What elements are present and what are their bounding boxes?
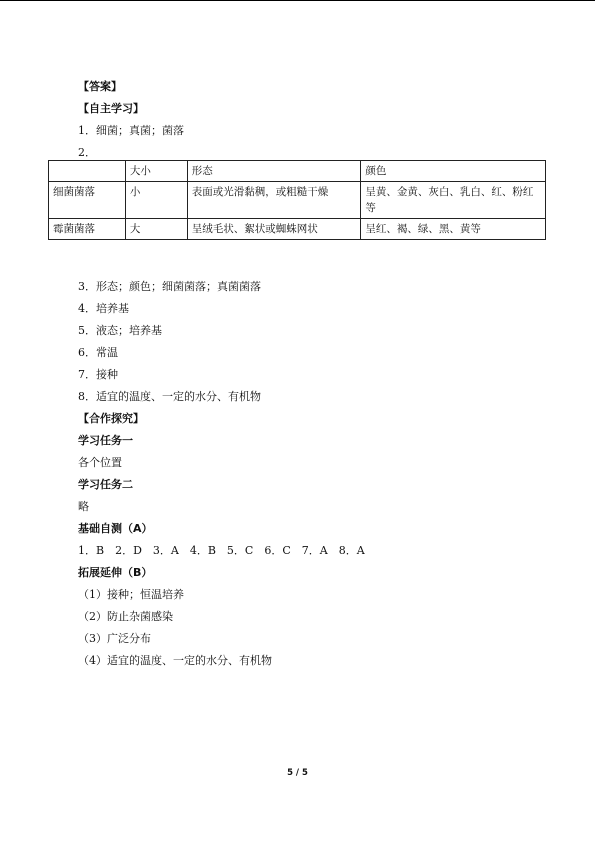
table-cell: 细菌菌落 bbox=[49, 182, 126, 219]
table-cell: 大 bbox=[125, 219, 187, 240]
answer-item-5: 5．液态；培养基 bbox=[78, 324, 162, 337]
self-study-heading: 【自主学习】 bbox=[78, 102, 144, 115]
task2-answer: 略 bbox=[78, 500, 89, 513]
page-number: 5 / 5 bbox=[287, 768, 308, 778]
basic-test-answers: 1．B 2．D 3．A 4．B 5．C 6．C 7．A 8．A bbox=[78, 544, 365, 557]
cooperate-heading: 【合作探究】 bbox=[78, 412, 144, 425]
table-cell: 呈黄、金黄、灰白、乳白、红、粉红等 bbox=[361, 182, 546, 219]
extension-title: 拓展延伸（B） bbox=[78, 566, 153, 579]
task1-title: 学习任务一 bbox=[78, 434, 133, 447]
table-header-cell: 大小 bbox=[125, 161, 187, 182]
table-header-cell: 颜色 bbox=[361, 161, 546, 182]
table-cell: 小 bbox=[125, 182, 187, 219]
extension-answer-1: （1）接种；恒温培养 bbox=[78, 588, 184, 601]
table-row bbox=[49, 182, 546, 219]
table-header-cell bbox=[49, 161, 126, 182]
table-header-row bbox=[49, 161, 546, 182]
task2-title: 学习任务二 bbox=[78, 478, 133, 491]
table-cell: 霉菌菌落 bbox=[49, 219, 126, 240]
table-cell: 呈绒毛状、絮状或蜘蛛网状 bbox=[187, 219, 361, 240]
answer-item-1: 1．细菌；真菌；菌落 bbox=[78, 124, 184, 137]
table-cell: 呈红、褐、绿、黑、黄等 bbox=[361, 219, 546, 240]
extension-answer-2: （2）防止杂菌感染 bbox=[78, 610, 173, 623]
colony-comparison-table bbox=[48, 160, 546, 240]
table-cell: 表面或光滑黏稠，或粗糙干燥 bbox=[187, 182, 361, 219]
answer-heading: 【答案】 bbox=[78, 80, 122, 93]
task1-answer: 各个位置 bbox=[78, 456, 122, 469]
table-row bbox=[49, 219, 546, 240]
extension-answer-4: （4）适宜的温度、一定的水分、有机物 bbox=[78, 654, 272, 667]
answer-item-4: 4．培养基 bbox=[78, 302, 129, 315]
extension-answer-3: （3）广泛分布 bbox=[78, 632, 151, 645]
answer-item-2: 2． bbox=[78, 146, 96, 159]
answer-item-3: 3．形态；颜色；细菌菌落；真菌菌落 bbox=[78, 280, 261, 293]
answer-item-8: 8．适宜的温度、一定的水分、有机物 bbox=[78, 390, 261, 403]
answer-item-6: 6．常温 bbox=[78, 346, 118, 359]
answer-item-7: 7．接种 bbox=[78, 368, 118, 381]
top-rule bbox=[0, 0, 595, 1]
table-header-cell: 形态 bbox=[187, 161, 361, 182]
basic-test-title: 基础自测（A） bbox=[78, 522, 153, 535]
